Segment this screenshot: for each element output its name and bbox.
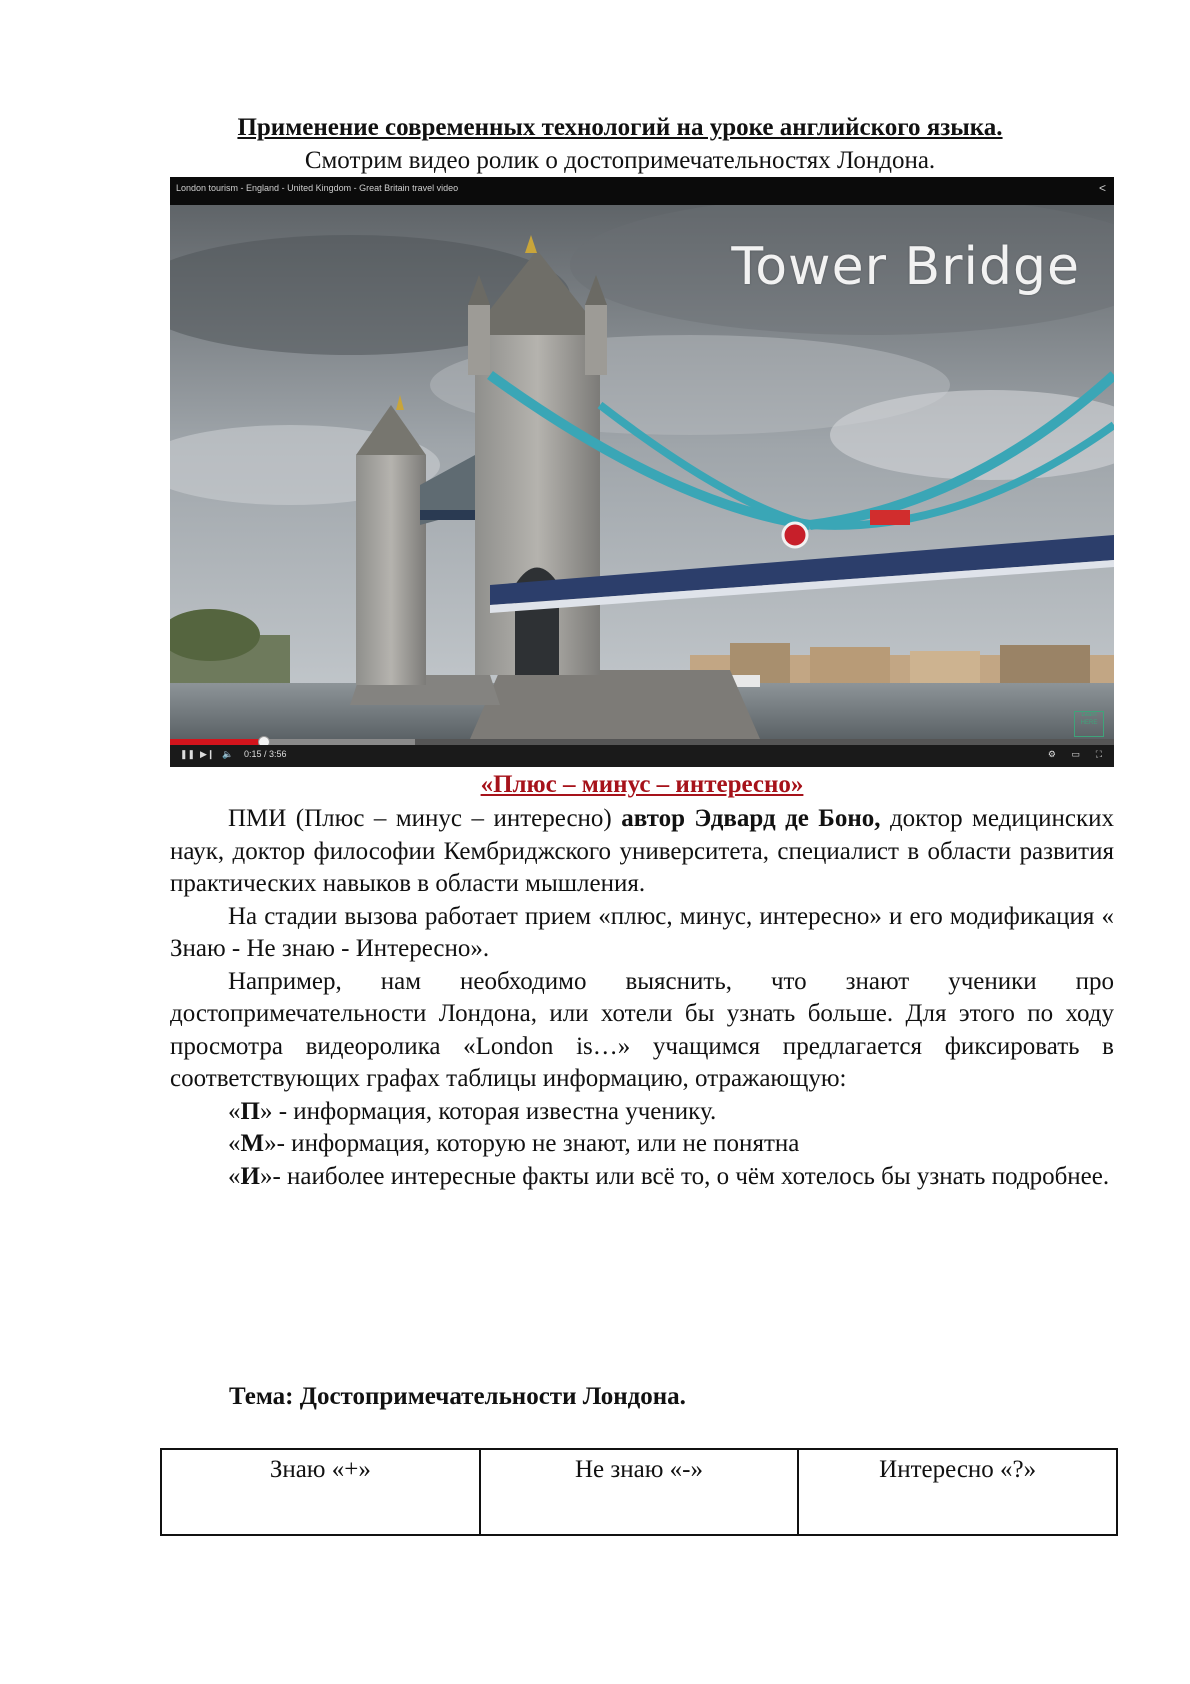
table-row bbox=[161, 1449, 1117, 1535]
p1-end: доктор медицинских наук, доктор философии Кембриджского университета, специалист в области развития практических навыков в области мышления. bbox=[170, 805, 1115, 897]
video-controls bbox=[170, 745, 1114, 767]
topic-heading: Тема: Достопримечательности Лондона. bbox=[229, 1383, 686, 1410]
pmi-table bbox=[160, 1448, 1118, 1536]
document-title: Применение современных технологий на уроке английского языка. bbox=[237, 114, 1003, 141]
settings-icon[interactable]: ⚙ bbox=[1047, 749, 1056, 759]
pmi-heading: «Плюс – минус – интересно» bbox=[480, 771, 804, 798]
document-subtitle: Смотрим видео ролик о достопримечательностях Лондона. bbox=[304, 147, 936, 174]
video-time: 0:15 / 3:56 bbox=[244, 749, 287, 759]
list-item-interesting: «И»- наиболее интересные факты или всё то, о чём хотелось бы узнать подробнее. bbox=[228, 1162, 1110, 1190]
volume-icon[interactable]: 🔈 bbox=[222, 749, 234, 759]
table-cell-interesting[interactable]: Интересно «?» bbox=[798, 1449, 1117, 1535]
list-letter: П bbox=[240, 1097, 260, 1125]
fullscreen-icon[interactable]: ⛶ bbox=[1095, 749, 1102, 759]
body-text bbox=[170, 803, 1114, 1193]
next-icon[interactable]: ▶❙ bbox=[200, 749, 215, 759]
list-item-plus: «П» - информация, которая известна ученику. bbox=[228, 1097, 717, 1125]
share-icon[interactable]: < bbox=[1098, 181, 1106, 195]
channel-watermark[interactable]: Learn HERE bbox=[1074, 711, 1104, 737]
author-name: автор Эдвард де Боно, bbox=[621, 805, 881, 832]
video-overlay-title: Tower Bridge bbox=[731, 237, 1080, 297]
video-title[interactable]: London tourism - England - United Kingdom - Great Britain travel video bbox=[176, 183, 459, 193]
table-cell-dont-know[interactable]: Не знаю «-» bbox=[480, 1449, 799, 1535]
list-letter: М bbox=[240, 1130, 265, 1157]
paragraph-pmi-author bbox=[170, 803, 1114, 901]
table-cell-know[interactable]: Знаю «+» bbox=[161, 1449, 480, 1535]
video-player[interactable] bbox=[170, 177, 1114, 767]
theater-icon[interactable]: ▭ bbox=[1071, 749, 1080, 759]
paragraph-challenge-stage: На стадии вызова работает прием «плюс, минус, интересно» и его модификация « Знаю - Не знаю - Интересно». bbox=[170, 902, 1114, 962]
paragraph-example: Например, нам необходимо выяснить, что знают ученики про достопримечательности Лондона, или хотели бы узнать больше. Для этого по ходу просмотра видеоролика «London is…» учащимся предлагается фиксировать в соответствующих графах таблицы информацию, отражающую: bbox=[170, 967, 1114, 1092]
list-item-minus: «М»- информация, которую не знают, или не понятна bbox=[228, 1130, 800, 1157]
play-icon[interactable]: ❚❚ bbox=[180, 749, 196, 759]
p1-start: ПМИ (Плюс – минус – интересно) bbox=[228, 805, 622, 832]
list-letter: И bbox=[240, 1162, 260, 1190]
video-top-bar bbox=[170, 177, 1114, 205]
